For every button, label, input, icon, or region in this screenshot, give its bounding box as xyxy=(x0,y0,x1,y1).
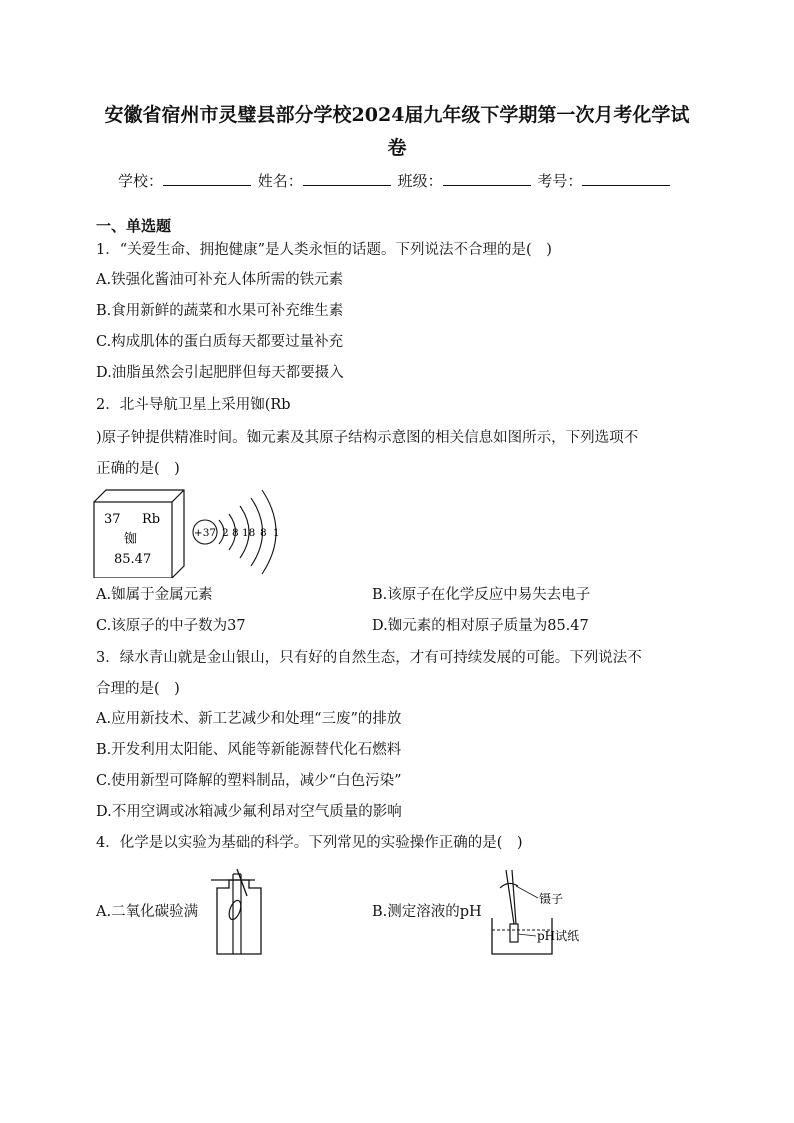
ph-paper-label: pH试纸 xyxy=(537,929,580,943)
question-3-option-d: D.不用空调或冰箱减少氟利昂对空气质量的影响 xyxy=(96,804,402,820)
question-4-option-b: B.测定溶液的pH xyxy=(372,904,482,920)
question-2-option-b: B.该原子在化学反应中易失去电子 xyxy=(372,587,591,603)
gas-bottle xyxy=(217,880,261,954)
question-4-stem: 4．化学是以实验为基础的科学。下列常见的实验操作正确的是( ) xyxy=(96,835,523,851)
atomic-mass: 85.47 xyxy=(114,552,152,567)
rubidium-figure xyxy=(92,488,292,578)
tweezers-label: 镊子 xyxy=(539,892,564,906)
element-name: 铷 xyxy=(124,532,138,547)
class-blank[interactable] xyxy=(443,171,531,186)
exam-title-line-1: 安徽省宿州市灵璧县部分学校2024届九年级下学期第一次月考化学试 xyxy=(104,104,690,126)
element-symbol: Rb xyxy=(142,512,161,527)
shell-3-electrons: 18 xyxy=(242,527,256,539)
question-2-option-d: D.铷元素的相对原子质量为85.47 xyxy=(372,618,589,634)
school-blank[interactable] xyxy=(163,171,251,186)
question-1-option-d: D.油脂虽然会引起肥胖但每天都要摄入 xyxy=(96,365,344,381)
question-2-option-a: A.铷属于金属元素 xyxy=(96,587,213,603)
question-1-option-c: C.构成肌体的蛋白质每天都要过量补充 xyxy=(96,334,344,350)
question-1-option-b: B.食用新鲜的蔬菜和水果可补充维生素 xyxy=(96,303,344,319)
shell-4-electrons: 8 xyxy=(260,527,267,539)
nucleus-charge: +37 xyxy=(193,527,217,539)
name-label: 姓名： xyxy=(257,172,303,190)
exam-number-blank[interactable] xyxy=(582,171,670,186)
question-3-stem-line-1: 3．绿水青山就是金山银山，只有好的自然生态，才有可持续发展的可能。下列说法不 xyxy=(96,650,642,666)
question-4-option-a: A.二氧化碳验满 xyxy=(96,904,199,920)
section-title: 一、单选题 xyxy=(96,217,172,235)
class-label: 班级： xyxy=(397,172,443,190)
ph-paper-label-line xyxy=(518,934,536,936)
exam-number-label: 考号： xyxy=(537,172,583,190)
question-2-stem-line-2: )原子钟提供精准时间。铷元素及其原子结构示意图的相关信息如图所示，下列选项不 xyxy=(96,430,639,446)
question-1-option-a: A.铁强化酱油可补充人体所需的铁元素 xyxy=(96,272,344,288)
shell-2-electrons: 8 xyxy=(232,527,239,539)
shell-5-electrons: 1 xyxy=(273,527,280,539)
question-3-option-b: B.开发利用太阳能、风能等新能源替代化石燃料 xyxy=(96,742,402,758)
student-info-row xyxy=(118,170,672,191)
ph-measurement-diagram xyxy=(486,866,606,958)
name-blank[interactable] xyxy=(303,171,391,186)
question-1-stem: 1．“关爱生命、拥抱健康”是人类永恒的话题。下列说法不合理的是( ) xyxy=(96,242,552,258)
element-card xyxy=(94,490,184,578)
school-label: 学校： xyxy=(118,172,164,190)
atomic-number: 37 xyxy=(104,512,121,527)
question-2-stem-line-1: 2．北斗导航卫星上采用铷(Rb xyxy=(96,397,291,413)
question-2-stem-line-3: 正确的是( ) xyxy=(96,461,180,477)
shell-1-electrons: 2 xyxy=(222,527,229,539)
question-3-option-a: A.应用新技术、新工艺减少和处理“三废”的排放 xyxy=(96,711,402,727)
question-2-option-c: C.该原子的中子数为37 xyxy=(96,618,246,634)
question-3-stem-line-2: 合理的是( ) xyxy=(96,681,180,697)
ph-paper xyxy=(510,924,518,942)
question-3-option-c: C.使用新型可降解的塑料制品，减少“白色污染” xyxy=(96,773,402,789)
gas-collection-bottle-diagram xyxy=(205,866,267,958)
atomic-structure-diagram xyxy=(193,490,280,574)
burning-splint xyxy=(237,869,247,896)
tweezers-label-line xyxy=(516,886,538,898)
exam-title-line-2: 卷 xyxy=(387,137,407,159)
